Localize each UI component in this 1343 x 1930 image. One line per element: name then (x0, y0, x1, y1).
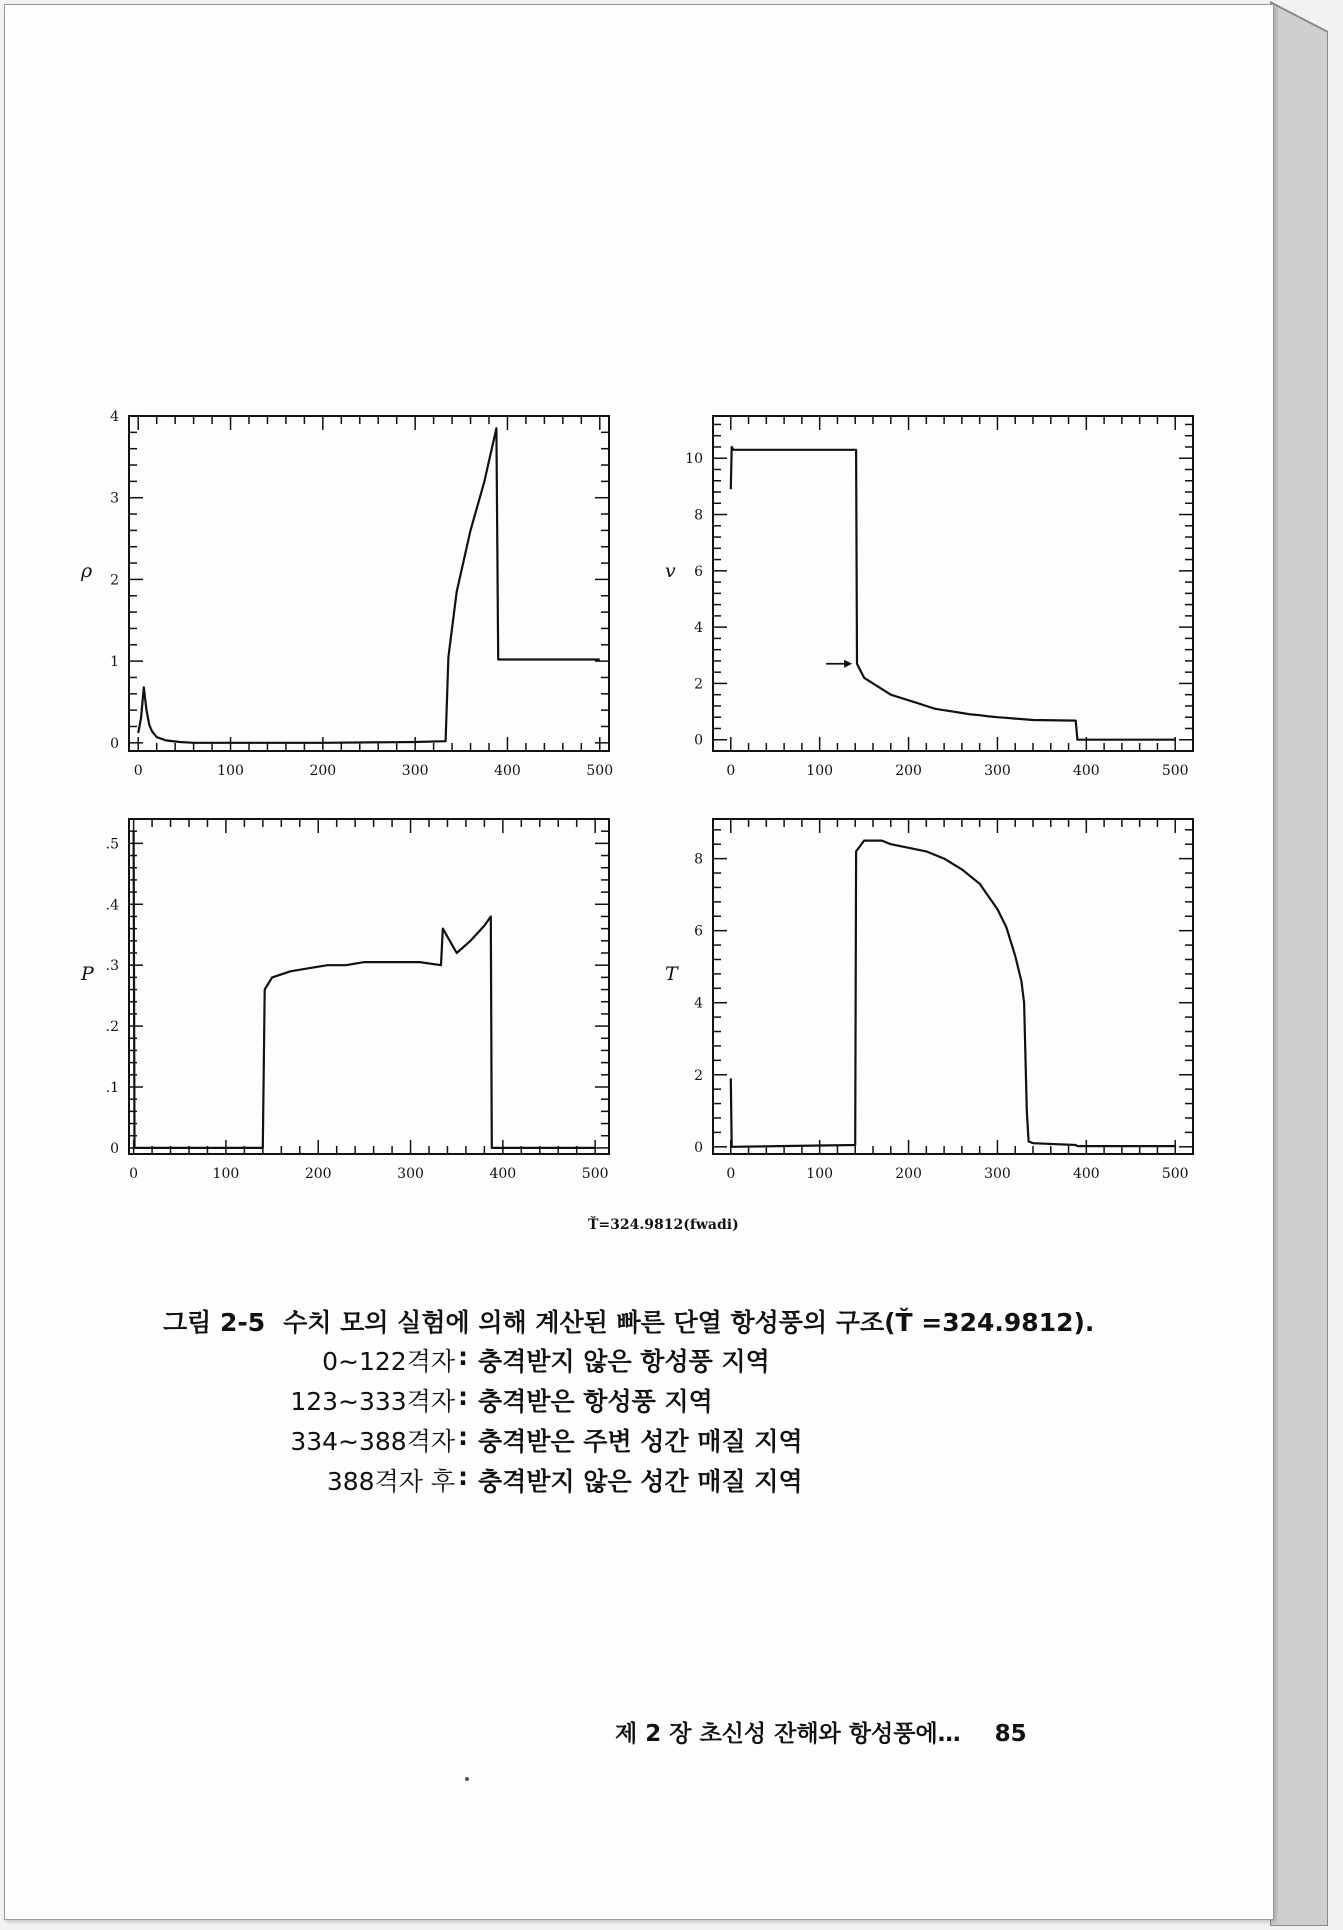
y-tick-label: 6 (694, 563, 703, 580)
y-tick-label: 0 (694, 732, 703, 749)
y-tick-label: .2 (105, 1019, 119, 1036)
x-tick-label: 500 (581, 1166, 609, 1182)
tick-marks (713, 416, 1193, 751)
legend-desc: 충격받은 주변 성간 매질 지역 (478, 1427, 803, 1456)
x-tick-label: 0 (129, 1166, 139, 1182)
data-line (731, 841, 1175, 1147)
tick-marks (129, 819, 609, 1154)
legend-colon: : (458, 1462, 468, 1491)
y-axis-title: ρ (81, 559, 93, 582)
plot-frame (129, 416, 609, 751)
x-tick-label: 500 (1161, 763, 1189, 779)
y-tick-label: 0 (110, 735, 119, 752)
legend-colon: : (458, 1342, 468, 1371)
legend-row (5, 1342, 1273, 1382)
print-speck (465, 1777, 469, 1781)
pressure-plot (71, 811, 631, 1191)
x-tick-label: 200 (304, 1166, 332, 1182)
plot-frame (713, 416, 1193, 751)
figure-time-note: Ť=324.9812(fwadi) (588, 1217, 739, 1233)
figure-number: 그림 2-5 (163, 1308, 266, 1337)
plot-svg (71, 811, 631, 1191)
data-line (134, 831, 596, 1148)
legend-row (5, 1462, 1273, 1502)
y-tick-label: 8 (694, 507, 703, 524)
x-tick-label: 100 (217, 763, 244, 779)
figure-caption-text: 수치 모의 실험에 의해 계산된 빠른 단열 항성풍의 구조(Ť =324.9812). (283, 1308, 1095, 1337)
y-tick-label: 0 (110, 1140, 119, 1157)
y-tick-label: 8 (694, 851, 703, 868)
chapter-title: 제 2 장 초신성 잔해와 항성풍에… (615, 1721, 961, 1747)
y-tick-label: .3 (105, 958, 119, 975)
x-tick-label: 300 (401, 763, 429, 779)
x-tick-label: 300 (984, 1166, 1011, 1182)
page-number: 85 (994, 1721, 1027, 1747)
y-tick-label: .1 (105, 1080, 119, 1096)
x-tick-label: 100 (212, 1166, 240, 1182)
plot-svg (655, 811, 1215, 1191)
legend-row (5, 1422, 1273, 1462)
x-tick-label: 200 (309, 763, 337, 779)
legend-range: 123∼333격자 (290, 1387, 455, 1416)
book-page (4, 4, 1274, 1920)
x-tick-label: 200 (895, 1166, 922, 1182)
x-tick-label: 100 (806, 1166, 834, 1182)
y-tick-label: 4 (694, 620, 703, 637)
y-tick-label: 3 (110, 490, 119, 507)
x-tick-label: 0 (133, 763, 143, 779)
legend-desc: 충격받지 않은 성간 매질 지역 (478, 1467, 803, 1496)
annotation-arrow-head (844, 660, 852, 668)
x-tick-label: 400 (1072, 763, 1100, 779)
legend-desc: 충격받은 항성풍 지역 (478, 1387, 713, 1416)
x-tick-label: 300 (397, 1166, 424, 1182)
y-tick-label: 2 (110, 572, 119, 589)
x-tick-label: 300 (984, 763, 1011, 779)
legend-desc: 충격받지 않은 항성풍 지역 (478, 1347, 770, 1376)
book-page-edge (1270, 0, 1328, 1926)
legend-range: 334∼388격자 (290, 1427, 455, 1456)
legend-range: 0∼122격자 (322, 1347, 455, 1376)
plot-frame (129, 819, 609, 1154)
y-tick-label: .5 (105, 836, 119, 853)
y-tick-label: 2 (694, 676, 703, 693)
y-tick-label: 6 (694, 923, 703, 940)
y-axis-title: v (665, 559, 676, 582)
velocity-plot (655, 408, 1215, 788)
x-tick-label: 400 (489, 1166, 517, 1182)
y-tick-label: 0 (694, 1139, 703, 1156)
y-tick-label: 4 (694, 995, 703, 1012)
x-tick-label: 0 (726, 763, 736, 779)
x-tick-label: 200 (895, 763, 922, 779)
tick-marks (129, 416, 609, 751)
plot-svg (655, 408, 1215, 788)
figure-caption (153, 1303, 1094, 1339)
x-tick-label: 100 (806, 763, 834, 779)
x-tick-label: 400 (1072, 1166, 1100, 1182)
x-tick-label: 500 (586, 763, 614, 779)
temperature-plot (655, 811, 1215, 1191)
y-tick-label: .4 (105, 897, 119, 914)
data-line (138, 428, 600, 743)
data-line (731, 447, 1175, 740)
x-tick-label: 400 (494, 763, 521, 779)
density-plot (71, 408, 631, 788)
y-tick-label: 2 (694, 1067, 703, 1084)
y-tick-label: 1 (110, 654, 119, 671)
legend-colon: : (458, 1422, 468, 1451)
plot-svg (71, 408, 631, 788)
legend-colon: : (458, 1382, 468, 1411)
running-footer (615, 1715, 1027, 1748)
tick-marks (713, 819, 1193, 1154)
y-tick-label: 4 (110, 409, 119, 425)
y-axis-title: T (665, 962, 678, 985)
x-tick-label: 500 (1161, 1166, 1189, 1182)
y-axis-title: P (81, 962, 94, 985)
legend-range: 388격자 후 (326, 1467, 455, 1496)
legend-row (5, 1382, 1273, 1422)
y-tick-label: 10 (685, 451, 703, 468)
plot-frame (713, 819, 1193, 1154)
x-tick-label: 0 (726, 1166, 736, 1182)
